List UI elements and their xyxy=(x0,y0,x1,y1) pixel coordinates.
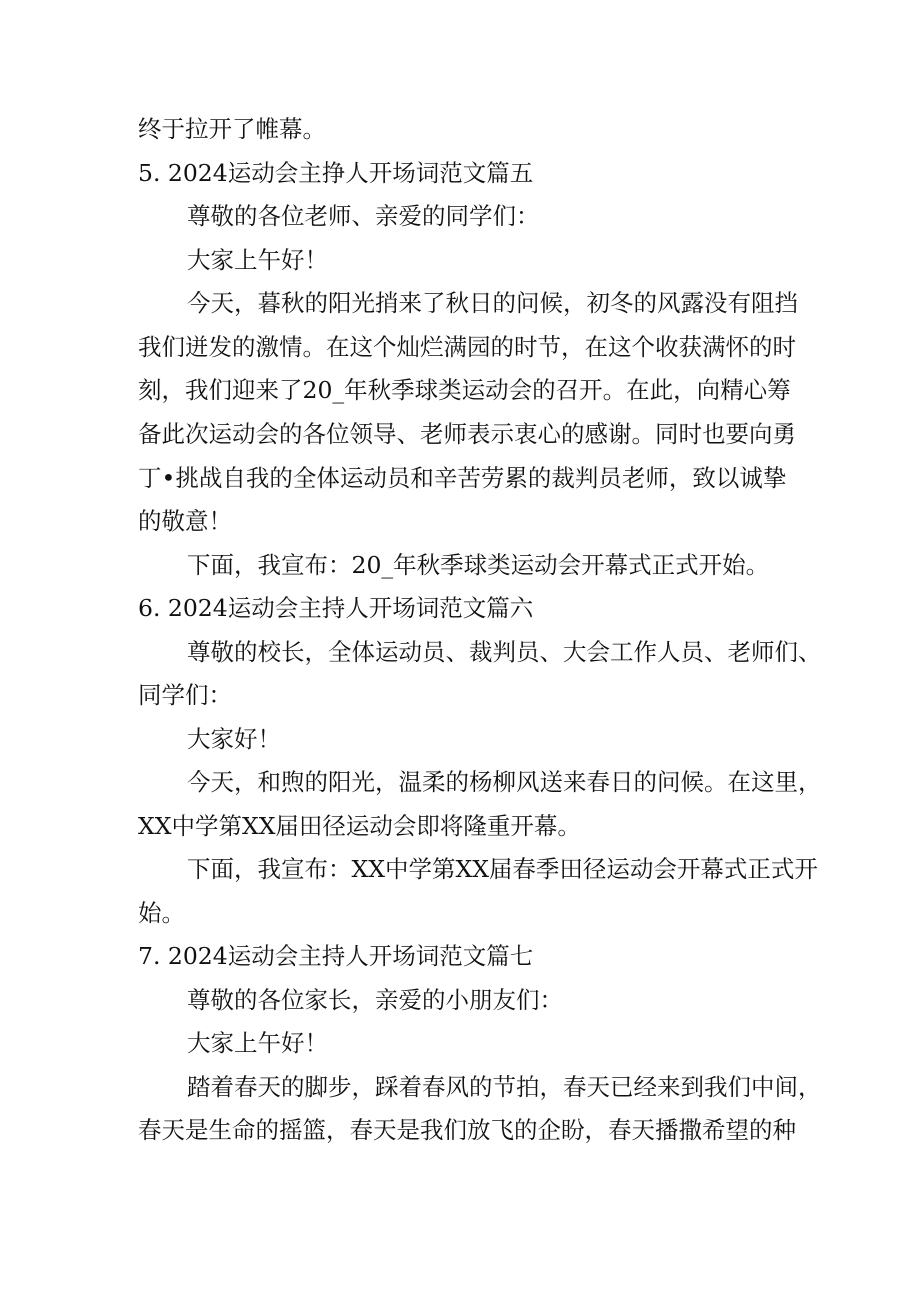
body-line: 今天，和煦的阳光，温柔的杨柳风送来春日的问候。在这里， xyxy=(187,768,822,796)
body-line: 今天，暮秋的阳光捎来了秋日的问候，初冬的风露没有阻挡 xyxy=(187,289,798,317)
body-line: 下面，我宣布：XX中学第XX届春季田径运动会开幕式正式开 xyxy=(187,855,818,883)
body-line: 刻，我们迎来了20_年秋季球类运动会的召开。在此，向精心筹 xyxy=(138,376,791,404)
body-line: 始。 xyxy=(138,899,185,927)
body-line: 踏着春天的脚步，踩着春风的节拍，春天已经来到我们中间， xyxy=(187,1073,822,1101)
body-line: 下面，我宣布：20_年秋季球类运动会开幕式正式开始。 xyxy=(187,551,770,579)
body-line: 丁•挑战自我的全体运动员和辛苦劳累的裁判员老师，致以诚挚 xyxy=(138,464,787,492)
body-line: 大家好！ xyxy=(187,725,281,753)
body-line: 春天是生命的摇篮，春天是我们放飞的企盼，春天播撒希望的种 xyxy=(138,1116,796,1144)
section-heading: 7. 2024运动会主持人开场词范文篇七 xyxy=(138,942,534,970)
body-line: 尊敬的各位老师、亲爱的同学们： xyxy=(187,202,540,230)
section-heading: 5. 2024运动会主挣人开场词范文篇五 xyxy=(138,159,534,187)
body-line: 尊敬的各位家长，亲爱的小朋友们： xyxy=(187,986,563,1014)
body-line: 我们迸发的激情。在这个灿烂满园的时节，在这个收获满怀的时 xyxy=(138,333,796,361)
body-line: 终于拉开了帷幕。 xyxy=(138,115,326,143)
body-line: 大家上午好！ xyxy=(187,1029,328,1057)
body-line: XX中学第XX届田径运动会即将隆重开幕。 xyxy=(138,812,581,840)
body-line: 大家上午好！ xyxy=(187,246,328,274)
body-line: 同学们： xyxy=(138,681,232,709)
body-line: 尊敬的校长，全体运动员、裁判员、大会工作人员、老师们、 xyxy=(187,638,822,666)
section-heading: 6. 2024运动会主持人开场词范文篇六 xyxy=(138,594,534,622)
body-line: 的敬意！ xyxy=(138,507,232,535)
body-line: 备此次运动会的各位领导、老师表示衷心的感谢。同时也要向勇 xyxy=(138,420,796,448)
